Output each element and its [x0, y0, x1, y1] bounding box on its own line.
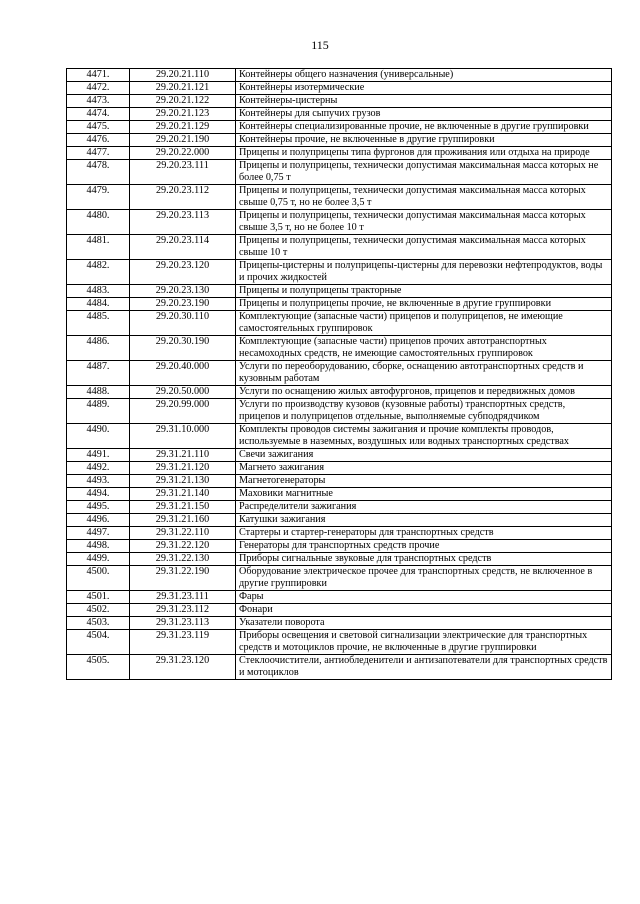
row-name: Прицепы и полуприцепы, технически допустимая максимальная масса которых свыше 0,75 т, но не более 3,5 т — [236, 185, 612, 210]
row-code: 29.31.23.119 — [130, 630, 236, 655]
table-row — [67, 424, 612, 449]
row-name: Прицепы и полуприцепы тракторные — [236, 285, 612, 298]
table-row — [67, 108, 612, 121]
row-name: Прицепы и полуприцепы типа фургонов для проживания или отдыха на природе — [236, 147, 612, 160]
table-row — [67, 95, 612, 108]
table-row — [67, 336, 612, 361]
row-name: Услуги по переоборудованию, сборке, оснащению автотранспортных средств и кузовным работам — [236, 361, 612, 386]
table-row — [67, 399, 612, 424]
row-name: Прицепы и полуприцепы, технически допустимая максимальная масса которых не более 0,75 т — [236, 160, 612, 185]
row-code: 29.20.50.000 — [130, 386, 236, 399]
row-number: 4474. — [67, 108, 130, 121]
table-row — [67, 121, 612, 134]
row-number: 4472. — [67, 82, 130, 95]
row-number: 4485. — [67, 311, 130, 336]
table-row — [67, 69, 612, 82]
table-row — [67, 235, 612, 260]
table-row — [67, 260, 612, 285]
row-name: Фары — [236, 591, 612, 604]
row-number: 4480. — [67, 210, 130, 235]
table-row — [67, 82, 612, 95]
row-name: Магнетогенераторы — [236, 475, 612, 488]
row-code: 29.31.21.150 — [130, 501, 236, 514]
row-number: 4492. — [67, 462, 130, 475]
row-name: Стартеры и стартер-генераторы для транспортных средств — [236, 527, 612, 540]
table-row — [67, 210, 612, 235]
row-code: 29.31.21.130 — [130, 475, 236, 488]
row-name: Контейнеры специализированные прочие, не включенные в другие группировки — [236, 121, 612, 134]
table-row — [67, 655, 612, 680]
table-row — [67, 566, 612, 591]
row-number: 4495. — [67, 501, 130, 514]
page-number: 115 — [311, 38, 329, 52]
row-name: Генераторы для транспортных средств прочие — [236, 540, 612, 553]
row-code: 29.20.23.120 — [130, 260, 236, 285]
row-name: Стеклоочистители, антиобледенители и антизапотеватели для транспортных средств и мотоциклов — [236, 655, 612, 680]
row-number: 4494. — [67, 488, 130, 501]
row-code: 29.20.23.113 — [130, 210, 236, 235]
table-body — [67, 69, 612, 680]
row-name: Приборы сигнальные звуковые для транспортных средств — [236, 553, 612, 566]
table-row — [67, 501, 612, 514]
row-number: 4488. — [67, 386, 130, 399]
table-row — [67, 591, 612, 604]
row-code: 29.20.23.190 — [130, 298, 236, 311]
row-code: 29.20.21.110 — [130, 69, 236, 82]
row-name: Распределители зажигания — [236, 501, 612, 514]
row-name: Оборудование электрическое прочее для транспортных средств, не включенное в другие группировки — [236, 566, 612, 591]
table-row — [67, 134, 612, 147]
table-row — [67, 311, 612, 336]
table-row — [67, 298, 612, 311]
table-row — [67, 160, 612, 185]
row-name: Маховики магнитные — [236, 488, 612, 501]
row-code: 29.20.23.130 — [130, 285, 236, 298]
row-number: 4475. — [67, 121, 130, 134]
row-name: Комплекты проводов системы зажигания и прочие комплекты проводов, используемые в наземных, воздушных или водных транспортных средствах — [236, 424, 612, 449]
row-number: 4487. — [67, 361, 130, 386]
row-code: 29.20.21.123 — [130, 108, 236, 121]
row-number: 4477. — [67, 147, 130, 160]
row-name: Прицепы-цистерны и полуприцепы-цистерны для перевозки нефтепродуктов, воды и прочих жидкостей — [236, 260, 612, 285]
row-code: 29.20.30.110 — [130, 311, 236, 336]
table-row — [67, 386, 612, 399]
row-number: 4505. — [67, 655, 130, 680]
row-number: 4493. — [67, 475, 130, 488]
table-row — [67, 185, 612, 210]
table-row — [67, 553, 612, 566]
table-row — [67, 540, 612, 553]
row-number: 4498. — [67, 540, 130, 553]
row-code: 29.31.22.190 — [130, 566, 236, 591]
row-name: Прицепы и полуприцепы прочие, не включенные в другие группировки — [236, 298, 612, 311]
row-code: 29.31.21.160 — [130, 514, 236, 527]
row-name: Прицепы и полуприцепы, технически допустимая максимальная масса которых свыше 10 т — [236, 235, 612, 260]
row-number: 4478. — [67, 160, 130, 185]
row-number: 4500. — [67, 566, 130, 591]
row-code: 29.20.21.190 — [130, 134, 236, 147]
row-number: 4503. — [67, 617, 130, 630]
row-name: Комплектующие (запасные части) прицепов и полуприцепов, не имеющие самостоятельных группировок — [236, 311, 612, 336]
table-row — [67, 475, 612, 488]
row-name: Приборы освещения и световой сигнализации электрические для транспортных средств и мотоциклов прочие, не включенные в другие группировки — [236, 630, 612, 655]
table-row — [67, 147, 612, 160]
row-number: 4501. — [67, 591, 130, 604]
table-row — [67, 361, 612, 386]
row-number: 4491. — [67, 449, 130, 462]
table-row — [67, 527, 612, 540]
row-code: 29.20.22.000 — [130, 147, 236, 160]
row-number: 4476. — [67, 134, 130, 147]
row-name: Услуги по производству кузовов (кузовные работы) транспортных средств, прицепов и полуприцепов отдельные, выполняемые субподрядчиком — [236, 399, 612, 424]
row-code: 29.20.21.122 — [130, 95, 236, 108]
table-row — [67, 285, 612, 298]
table-row — [67, 617, 612, 630]
row-code: 29.31.10.000 — [130, 424, 236, 449]
row-name: Указатели поворота — [236, 617, 612, 630]
row-code: 29.20.21.121 — [130, 82, 236, 95]
row-number: 4473. — [67, 95, 130, 108]
row-number: 4489. — [67, 399, 130, 424]
table-row — [67, 604, 612, 617]
row-number: 4481. — [67, 235, 130, 260]
row-name: Контейнеры общего назначения (универсальные) — [236, 69, 612, 82]
row-number: 4484. — [67, 298, 130, 311]
row-code: 29.31.22.130 — [130, 553, 236, 566]
row-code: 29.31.22.120 — [130, 540, 236, 553]
row-number: 4499. — [67, 553, 130, 566]
row-number: 4490. — [67, 424, 130, 449]
row-number: 4496. — [67, 514, 130, 527]
row-code: 29.20.40.000 — [130, 361, 236, 386]
row-name: Контейнеры изотермические — [236, 82, 612, 95]
row-code: 29.31.21.140 — [130, 488, 236, 501]
table-row — [67, 514, 612, 527]
row-name: Контейнеры прочие, не включенные в другие группировки — [236, 134, 612, 147]
table-row — [67, 630, 612, 655]
table-row — [67, 462, 612, 475]
row-name: Фонари — [236, 604, 612, 617]
row-number: 4471. — [67, 69, 130, 82]
row-number: 4482. — [67, 260, 130, 285]
row-code: 29.20.30.190 — [130, 336, 236, 361]
row-name: Услуги по оснащению жилых автофургонов, прицепов и передвижных домов — [236, 386, 612, 399]
row-code: 29.20.23.114 — [130, 235, 236, 260]
row-name: Катушки зажигания — [236, 514, 612, 527]
row-code: 29.20.21.129 — [130, 121, 236, 134]
row-name: Контейнеры-цистерны — [236, 95, 612, 108]
row-name: Контейнеры для сыпучих грузов — [236, 108, 612, 121]
row-code: 29.31.23.112 — [130, 604, 236, 617]
row-number: 4486. — [67, 336, 130, 361]
row-code: 29.31.21.110 — [130, 449, 236, 462]
row-code: 29.31.21.120 — [130, 462, 236, 475]
row-number: 4504. — [67, 630, 130, 655]
row-code: 29.31.22.110 — [130, 527, 236, 540]
classification-table — [66, 68, 612, 680]
table-row — [67, 449, 612, 462]
table-row — [67, 488, 612, 501]
row-code: 29.31.23.111 — [130, 591, 236, 604]
row-number: 4479. — [67, 185, 130, 210]
row-number: 4502. — [67, 604, 130, 617]
row-code: 29.31.23.113 — [130, 617, 236, 630]
row-code: 29.20.23.112 — [130, 185, 236, 210]
row-code: 29.20.23.111 — [130, 160, 236, 185]
row-name: Прицепы и полуприцепы, технически допустимая максимальная масса которых свыше 3,5 т, но не более 10 т — [236, 210, 612, 235]
row-name: Свечи зажигания — [236, 449, 612, 462]
row-code: 29.20.99.000 — [130, 399, 236, 424]
row-code: 29.31.23.120 — [130, 655, 236, 680]
row-number: 4497. — [67, 527, 130, 540]
row-name: Комплектующие (запасные части) прицепов прочих автотранспортных несамоходных средств, не имеющие самостоятельных группировок — [236, 336, 612, 361]
row-number: 4483. — [67, 285, 130, 298]
row-name: Магнето зажигания — [236, 462, 612, 475]
